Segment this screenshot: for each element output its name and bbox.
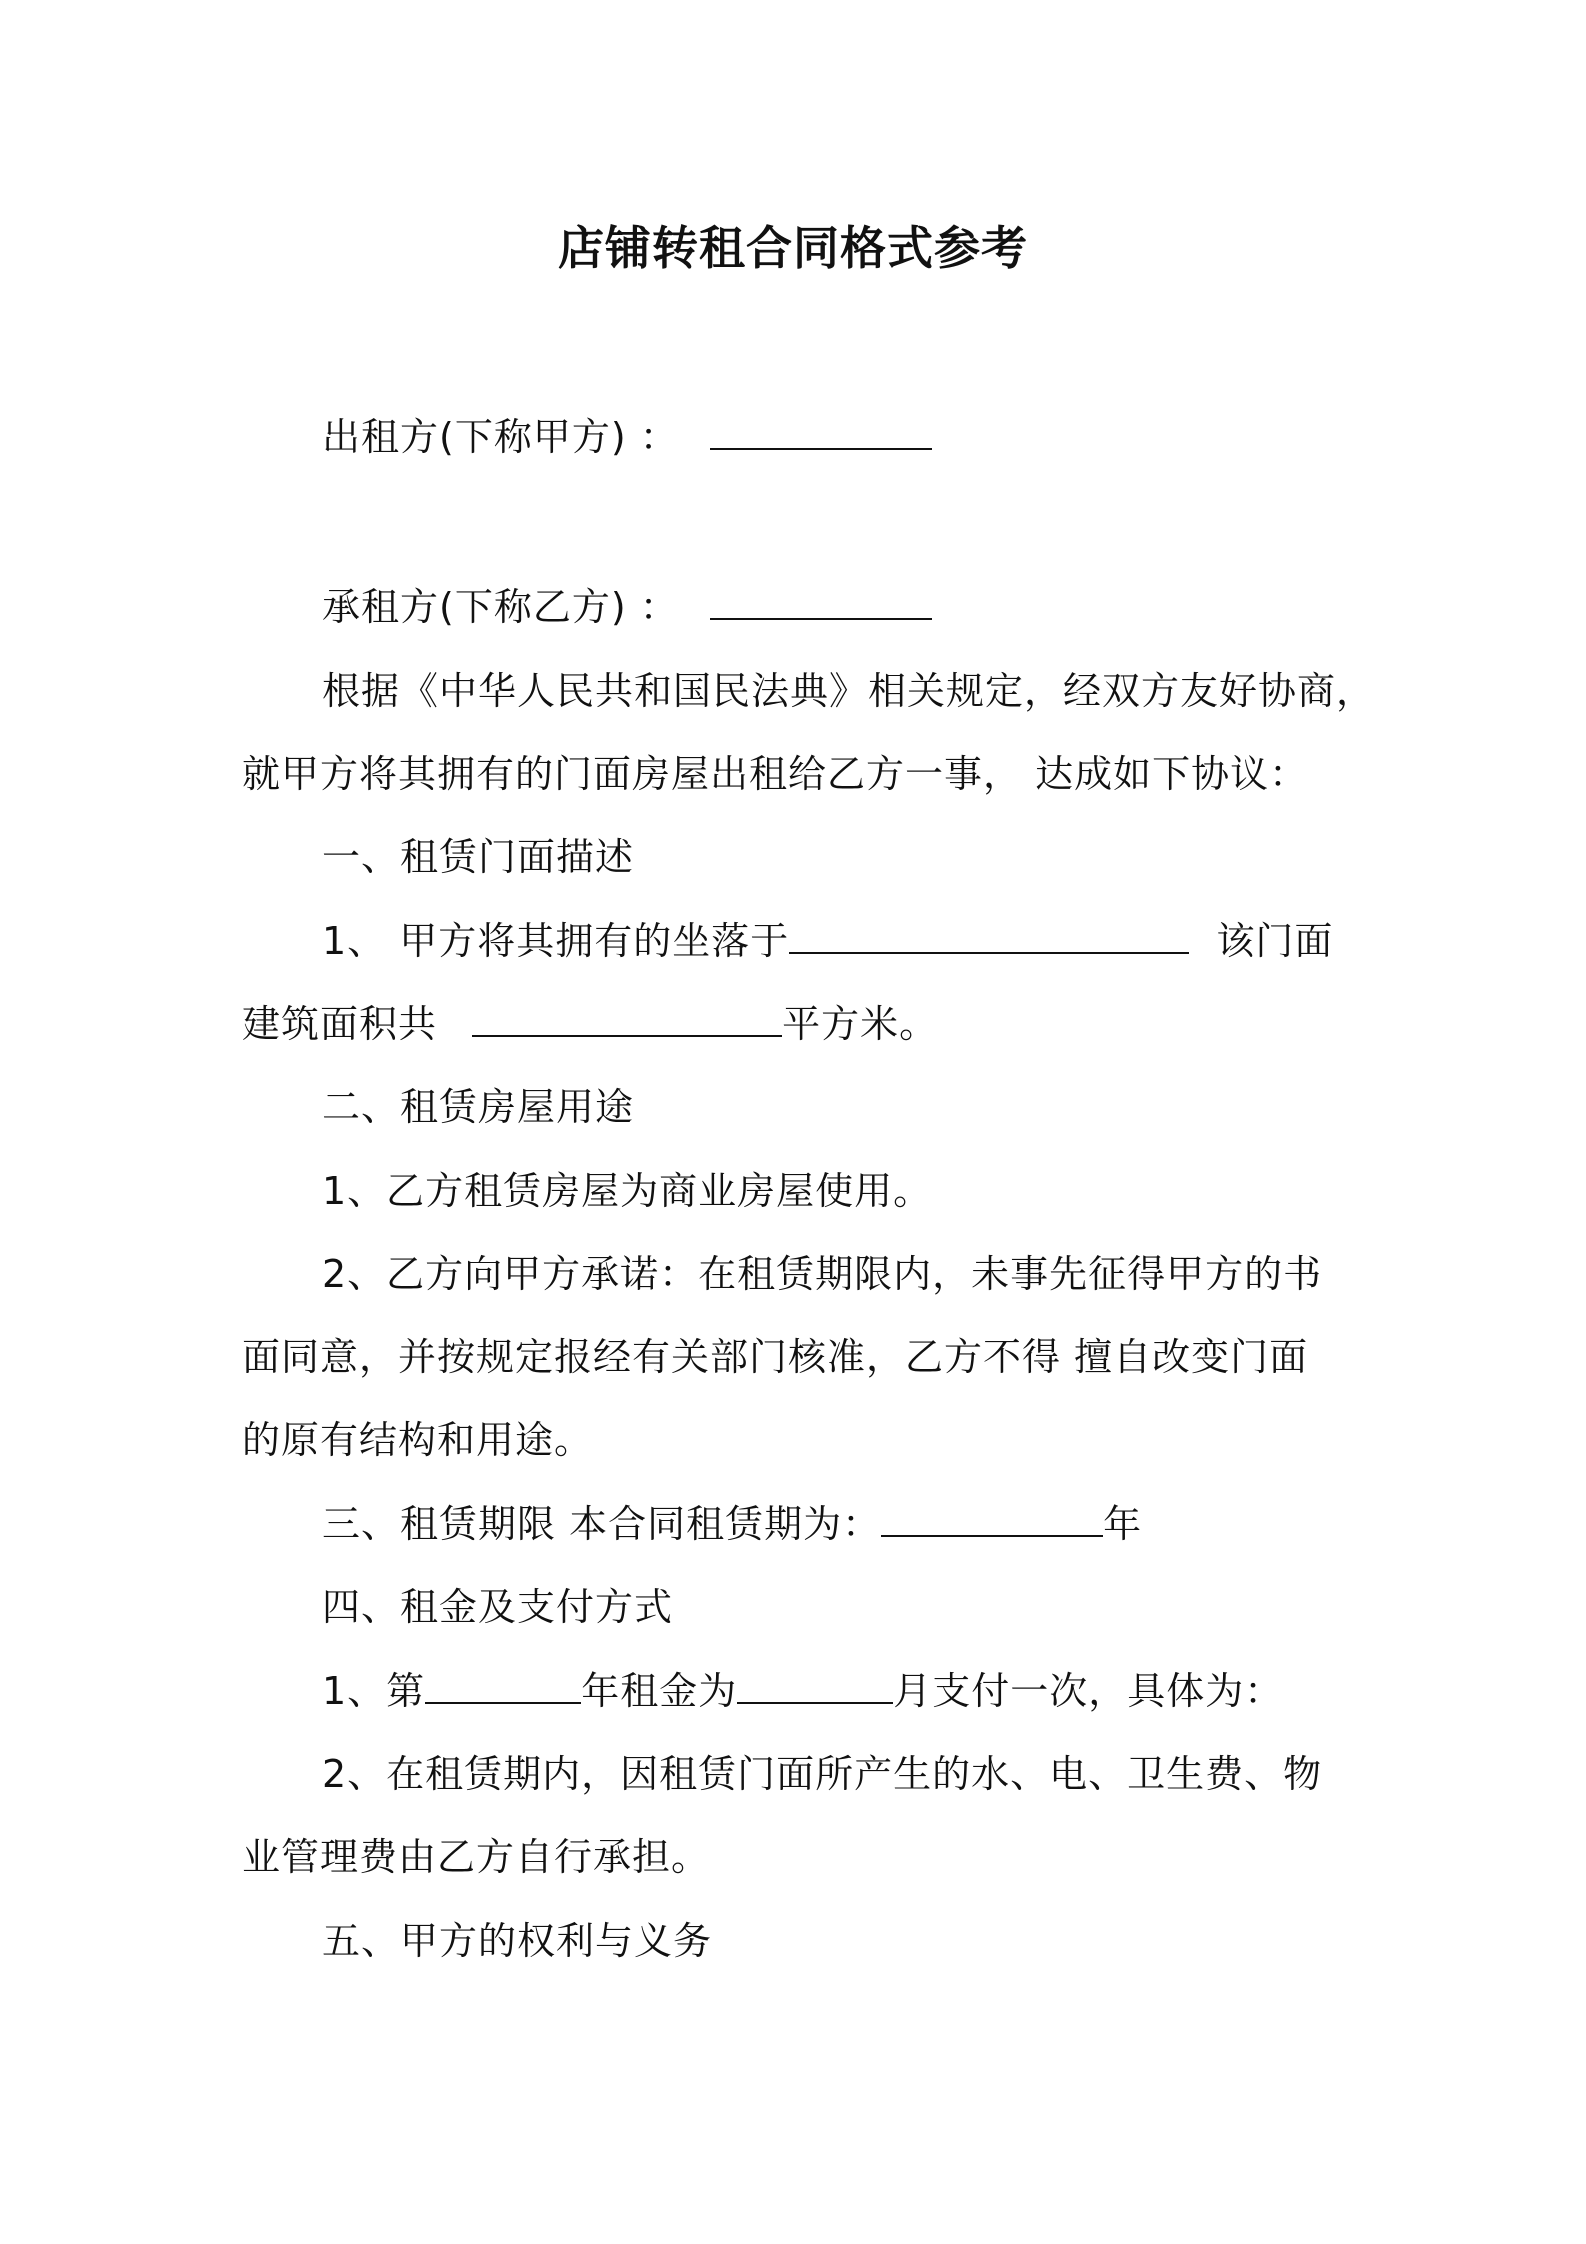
section-2-item-2-line-1: 2、乙方向甲方承诺：在租赁期限内，未事先征得甲方的书 [322, 1252, 1323, 1296]
section-4-item-2-line-2: 业管理费由乙方自行承担。 [242, 1835, 711, 1879]
lessor-line [322, 415, 932, 459]
section-4-item-2-line-1: 2、在租赁期内，因租赁门面所产生的水、电、卫生费、物 [322, 1752, 1323, 1796]
section-4-item-1-part-3: 月支付一次，具体为： [893, 1669, 1284, 1713]
section-4-heading: 四、租金及支付方式 [322, 1585, 674, 1629]
section-4-item-1 [322, 1669, 1284, 1713]
section-3-heading-prefix: 三、租赁期限 本合同租赁期为： [322, 1502, 882, 1546]
intro-line-1: 根据《中华人民共和国民法典》相关规定，经双方友好协商， [322, 669, 1376, 713]
section-2-heading: 二、租赁房屋用途 [322, 1085, 635, 1129]
lessor-blank [710, 418, 932, 450]
lessee-line [322, 585, 932, 629]
section-2-item-1: 1、乙方租赁房屋为商业房屋使用。 [322, 1169, 933, 1213]
section-1-item-1-suffix: 该门面 [1216, 919, 1334, 963]
intro-line-2: 就甲方将其拥有的门面房屋出租给乙方一事， 达成如下协议： [242, 752, 1309, 796]
section-1-item-1-prefix: 1、 甲方将其拥有的坐落于 [322, 919, 790, 963]
area-unit: 平方米。 [782, 1002, 939, 1046]
section-1-item-1 [322, 919, 1334, 963]
location-blank [789, 922, 1189, 954]
area-label: 建筑面积共 [242, 1002, 438, 1046]
year-blank [425, 1672, 581, 1704]
section-1-heading: 一、租赁门面描述 [322, 835, 635, 879]
section-3-heading [322, 1502, 1143, 1546]
section-4-item-1-part-2: 年租金为 [581, 1669, 738, 1713]
lessee-label: 承租方(下称乙方) ： [322, 585, 679, 629]
section-4-item-1-part-1: 1、第 [322, 1669, 426, 1713]
section-5-heading: 五、甲方的权利与义务 [322, 1919, 713, 1963]
section-3-heading-suffix: 年 [1103, 1502, 1143, 1546]
section-2-item-2-line-3: 的原有结构和用途。 [242, 1418, 594, 1462]
lease-term-blank [881, 1505, 1103, 1537]
section-1-item-1-line-2 [242, 1002, 939, 1046]
lessee-blank [710, 588, 932, 620]
document-title: 店铺转租合同格式参考 [558, 221, 1028, 275]
rent-blank [737, 1672, 893, 1704]
section-2-item-2-line-2: 面同意，并按规定报经有关部门核准，乙方不得 擅自改变门面 [242, 1335, 1309, 1379]
area-blank [472, 1005, 782, 1037]
lessor-label: 出租方(下称甲方) ： [322, 415, 679, 459]
